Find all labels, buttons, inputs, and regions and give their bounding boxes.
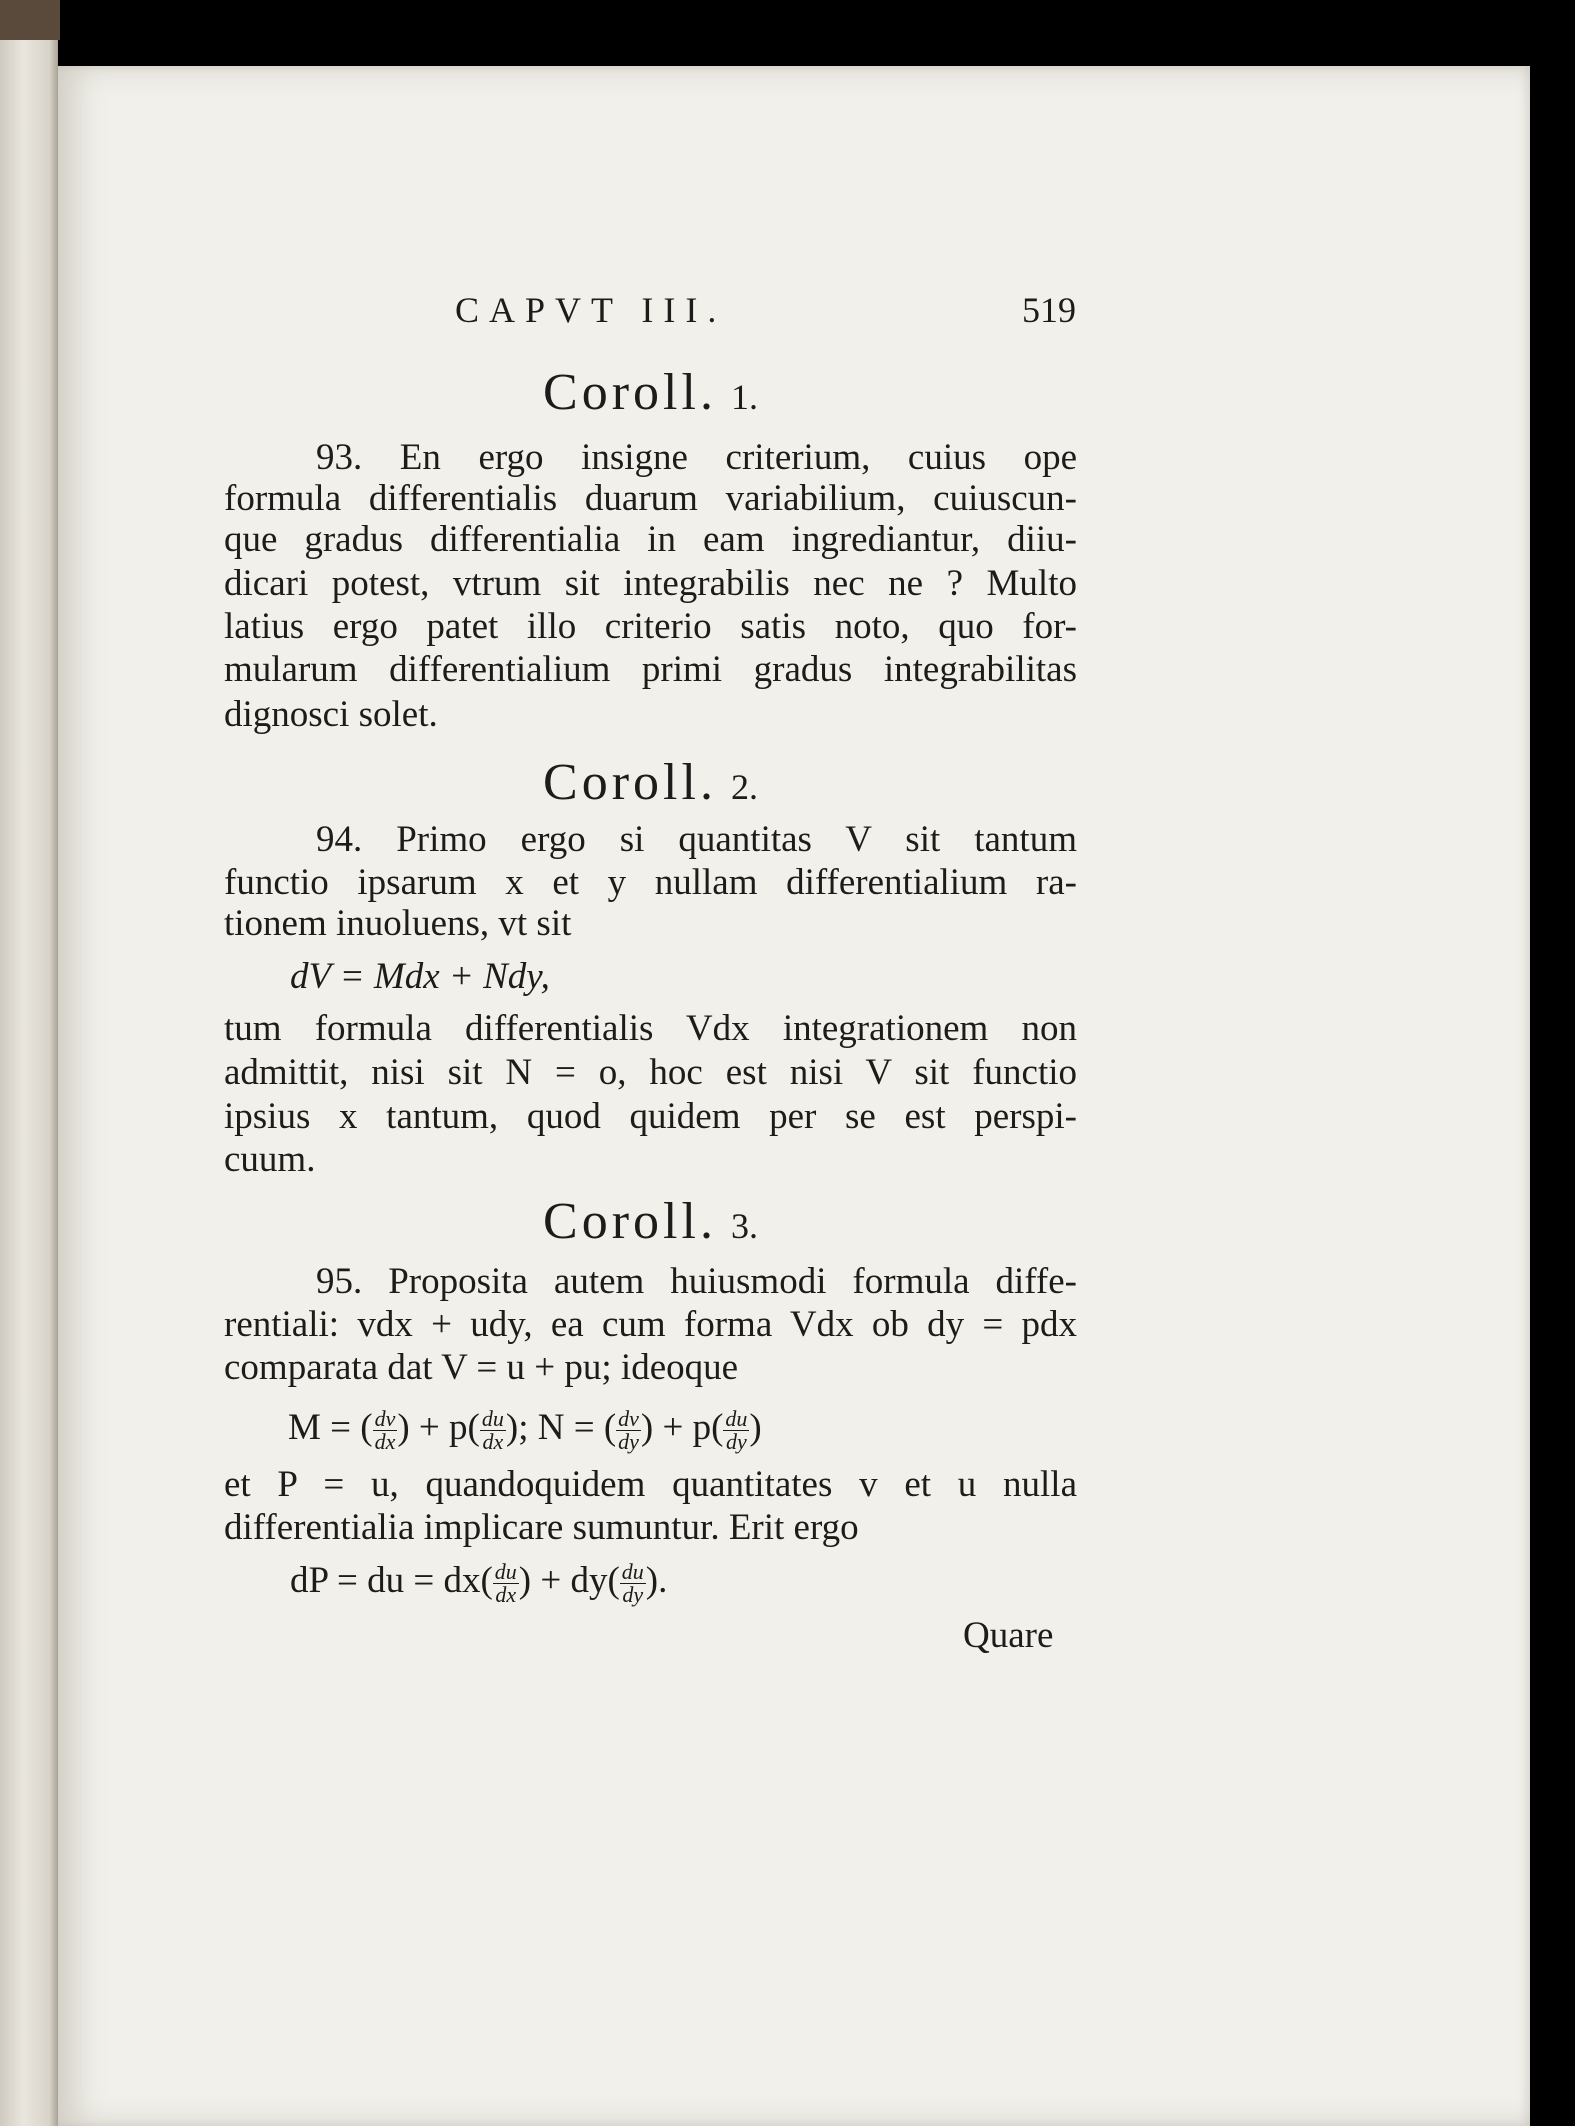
paragraph-line: rentiali: vdx + udy, ea cum forma Vdx ob dy = pdx <box>224 1305 1077 1345</box>
paragraph-line: formula differentialis duarum variabilium, cuiuscun- <box>224 479 1077 519</box>
denominator: dx <box>482 1429 504 1455</box>
section-heading-coroll-1 <box>224 361 1077 425</box>
denominator: dy <box>726 1429 747 1455</box>
section-heading-coroll-3 <box>224 1190 1077 1254</box>
paragraph-line: 95. Proposita autem huiusmodi formula diffe- <box>316 1262 1077 1302</box>
page-number: 519 <box>1022 290 1076 330</box>
running-title: CAPVT III. <box>455 290 727 330</box>
heading-text: Coroll. <box>543 754 717 811</box>
paragraph-line: 94. Primo ergo si quantitas V sit tantum <box>316 820 1077 860</box>
denominator: dx <box>374 1429 396 1455</box>
paragraph-line: ipsius x tantum, quod quidem per se est perspi- <box>224 1097 1077 1137</box>
equation-dV: dV = Mdx + Ndy, <box>290 956 550 997</box>
equation-dP <box>290 1553 667 1609</box>
book-binding-edge <box>0 0 60 40</box>
paragraph-line: mularum differentialium primi gradus integrabilitas <box>224 650 1077 690</box>
numerator: dv <box>618 1406 639 1432</box>
previous-page-edge <box>0 40 58 2126</box>
equation-text: ) + p( <box>397 1407 480 1448</box>
numerator: du <box>621 1559 644 1585</box>
fraction <box>620 1561 646 1606</box>
heading-number: 1. <box>730 377 758 417</box>
denominator: dy <box>618 1429 639 1455</box>
paragraph-line: functio ipsarum x et y nullam differentialium ra- <box>224 863 1077 903</box>
denominator: dx <box>495 1582 517 1608</box>
paragraph-line: latius ergo patet illo criterio satis noto, quo for- <box>224 607 1077 647</box>
paragraph-line: que gradus differentialia in eam ingrediantur, diiu- <box>224 520 1077 560</box>
section-heading-coroll-2 <box>224 751 1077 815</box>
paragraph-line: tum formula differentialis Vdx integrationem non <box>224 1009 1077 1049</box>
heading-number: 3. <box>730 1206 758 1246</box>
equation-text: ) + dy( <box>518 1560 620 1601</box>
numerator: du <box>481 1406 504 1432</box>
equation-text: ). <box>645 1560 668 1601</box>
equation-M-N <box>288 1400 762 1456</box>
paragraph-line: admittit, nisi sit N = o, hoc est nisi V sit functio <box>224 1053 1077 1093</box>
numerator: dv <box>374 1406 396 1432</box>
equation-text: dP = du = dx( <box>290 1560 493 1601</box>
paragraph-line: cuum. <box>224 1139 316 1180</box>
heading-number: 2. <box>730 767 758 807</box>
heading-text: Coroll. <box>543 1193 717 1250</box>
paragraph-line: dignosci solet. <box>224 694 438 735</box>
equation-text: ) + p( <box>640 1407 724 1448</box>
equation-text: ) <box>749 1407 762 1448</box>
equation-text: ); N = ( <box>505 1407 617 1448</box>
fraction <box>373 1408 398 1453</box>
paragraph-line: et P = u, quandoquidem quantitates v et u nulla <box>224 1465 1077 1505</box>
denominator: dy <box>622 1582 644 1608</box>
paragraph-line: tionem inuoluens, vt sit <box>224 903 572 944</box>
paragraph-line: 93. En ergo insigne criterium, cuius ope <box>316 438 1077 478</box>
fraction <box>616 1408 641 1453</box>
paragraph-line: dicari potest, vtrum sit integrabilis nec ne ? Multo <box>224 564 1077 604</box>
paragraph-line: differentialia implicare sumuntur. Erit ergo <box>224 1507 859 1548</box>
paragraph-line: comparata dat V = u + pu; ideoque <box>224 1347 739 1388</box>
fraction <box>493 1561 519 1606</box>
fraction <box>723 1408 749 1453</box>
fraction <box>480 1408 506 1453</box>
numerator: du <box>725 1406 748 1432</box>
equation-text: M = ( <box>288 1407 373 1448</box>
heading-text: Coroll. <box>543 364 717 421</box>
numerator: du <box>494 1559 517 1585</box>
catchword: Quare <box>963 1615 1054 1656</box>
